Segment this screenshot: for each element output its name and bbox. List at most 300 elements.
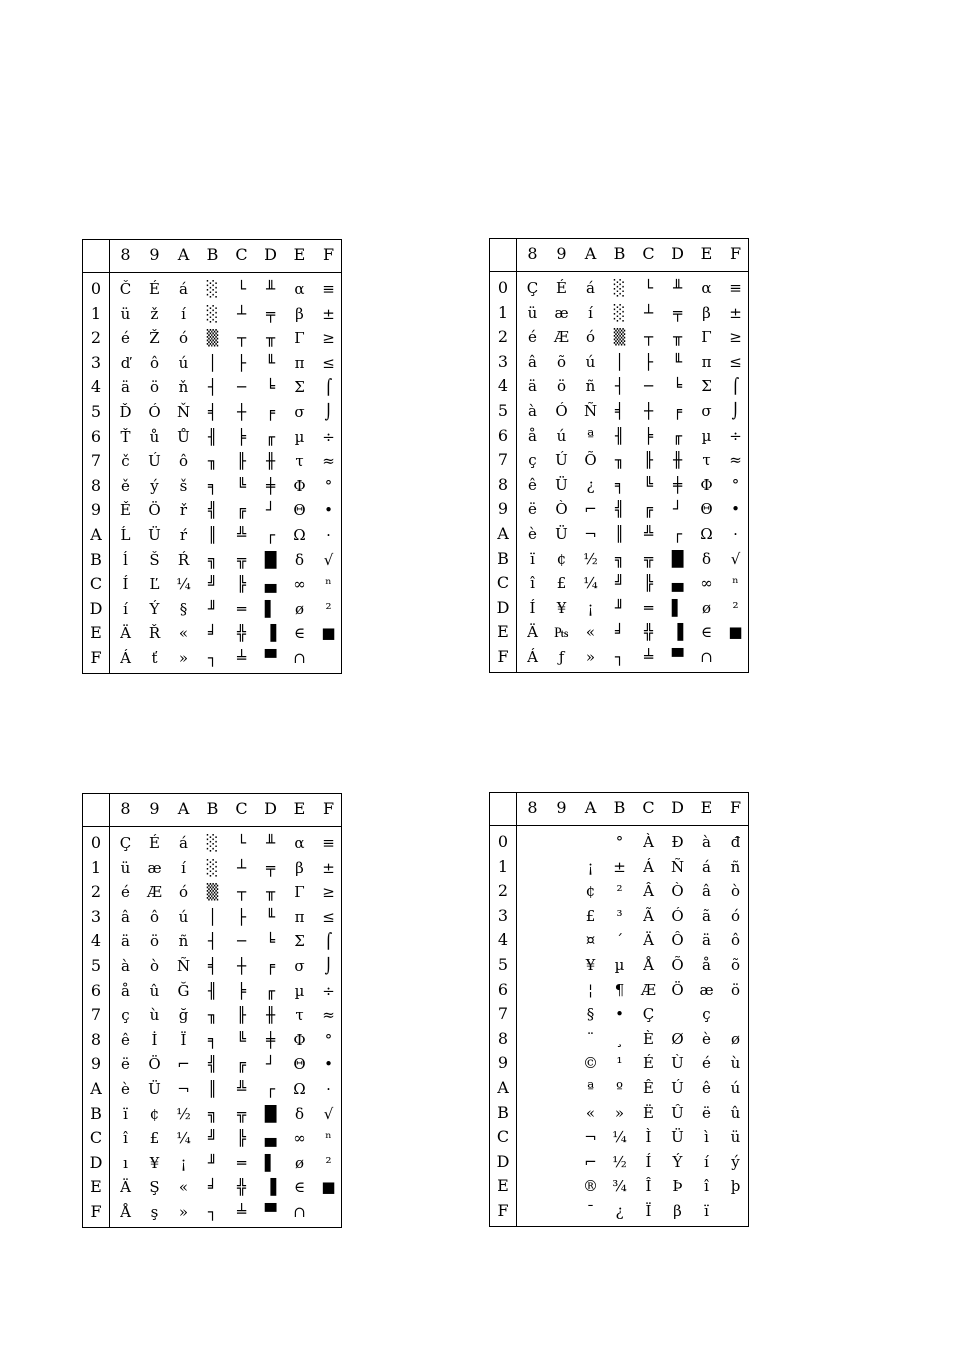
char-cell: Š: [149, 550, 160, 569]
char-cell: ╫: [265, 452, 276, 471]
char-cell: Ů: [177, 427, 190, 446]
char-cell: ╘: [265, 378, 276, 397]
char-cell: ▄: [264, 1129, 277, 1148]
char-cell: Ò: [555, 500, 568, 519]
char-cell: ╚: [236, 1030, 247, 1049]
char-cell: ≤: [322, 907, 335, 926]
char-cell: ╨: [265, 834, 276, 852]
char-cell: ╔: [236, 1055, 247, 1074]
char-cell: ó: [730, 906, 741, 925]
char-cell: ⌡: [731, 402, 740, 420]
row-label-divider: [109, 794, 110, 1227]
char-cell: ¬: [584, 1128, 597, 1147]
row-label: 0: [90, 279, 102, 298]
row-label: 7: [497, 450, 509, 470]
char-cell: ─: [236, 932, 247, 951]
char-cell: Ü: [555, 475, 568, 494]
char-cell: Ü: [671, 1128, 684, 1147]
char-cell: ╩: [236, 1080, 247, 1098]
char-cell: µ: [294, 427, 305, 446]
char-cell: Ď: [119, 403, 132, 421]
char-cell: δ: [294, 1104, 305, 1123]
char-cell: ╖: [207, 1006, 218, 1025]
char-cell: ╡: [207, 403, 218, 421]
char-cell: î: [704, 1177, 709, 1196]
char-cell: É: [643, 1054, 654, 1073]
char-cell: ╒: [265, 403, 276, 421]
char-cell: ø: [701, 598, 712, 617]
char-cell: ≥: [729, 328, 742, 347]
char-cell: α: [294, 834, 305, 852]
row-label: 1: [90, 303, 102, 323]
char-cell: ¥: [149, 1153, 160, 1172]
row-label: 7: [90, 451, 102, 471]
column-header: 8: [527, 798, 538, 817]
char-cell: ╡: [207, 957, 218, 975]
char-cell: ╟: [236, 1006, 247, 1025]
row-label: C: [496, 1127, 510, 1147]
char-cell: ë: [528, 500, 537, 519]
row-label: D: [496, 1151, 510, 1171]
char-cell: ¼: [612, 1128, 627, 1147]
char-cell: õ: [730, 956, 741, 974]
char-cell: ╣: [207, 1055, 218, 1074]
char-cell: ║: [207, 526, 218, 544]
char-cell: Ñ: [670, 857, 685, 876]
char-cell: Ě: [120, 501, 131, 520]
char-cell: Ľ: [149, 575, 160, 594]
row-label: 3: [497, 905, 509, 925]
char-cell: ö: [149, 932, 160, 951]
column-header: C: [642, 798, 655, 817]
char-cell: ª: [586, 1079, 595, 1097]
char-cell: ▐: [671, 623, 684, 642]
row-label: 2: [90, 882, 102, 902]
char-cell: ▀: [264, 1203, 277, 1221]
code-table-4: [489, 792, 749, 1227]
char-cell: ╥: [265, 329, 276, 348]
column-header: A: [177, 245, 190, 264]
char-cell: ¼: [583, 574, 598, 593]
char-cell: ╦: [236, 550, 247, 569]
char-cell: ╩: [236, 526, 247, 544]
row-label: C: [89, 1128, 103, 1148]
char-cell: Ĺ: [120, 526, 131, 544]
char-cell: σ: [294, 403, 305, 421]
char-cell: û: [730, 1103, 741, 1122]
char-cell: ò: [149, 957, 160, 975]
char-cell: â: [702, 882, 711, 901]
char-cell: ¿: [586, 475, 595, 494]
char-cell: ╙: [265, 353, 276, 372]
char-cell: δ: [294, 550, 305, 569]
char-cell: ⌡: [324, 957, 333, 975]
char-cell: ▌: [264, 599, 277, 618]
char-cell: ç: [702, 1005, 711, 1024]
char-cell: Ñ: [176, 957, 191, 975]
char-cell: ÷: [322, 981, 335, 1000]
char-cell: ø: [294, 599, 305, 618]
char-cell: ╤: [672, 303, 683, 322]
char-cell: ┌: [265, 1080, 276, 1098]
char-cell: ¬: [584, 525, 597, 543]
char-cell: ▒: [206, 883, 219, 902]
char-cell: ê: [702, 1079, 711, 1097]
char-cell: Σ: [294, 378, 305, 397]
row-label: 0: [90, 833, 102, 852]
char-cell: ö: [149, 378, 160, 397]
char-cell: └: [643, 279, 654, 297]
char-cell: σ: [701, 402, 712, 420]
char-cell: Ä: [120, 1178, 131, 1197]
char-cell: é: [702, 1054, 711, 1073]
char-cell: ¶: [614, 980, 625, 999]
char-cell: ë: [702, 1103, 711, 1122]
char-cell: ╡: [614, 402, 625, 420]
char-cell: ç: [121, 1006, 130, 1025]
char-cell: β: [673, 1202, 682, 1220]
char-cell: ╙: [672, 352, 683, 371]
char-cell: ╪: [265, 476, 276, 495]
char-cell: ±: [729, 303, 742, 322]
char-cell: Ý: [672, 1152, 683, 1171]
char-cell: á: [179, 280, 188, 298]
char-cell: ¥: [585, 956, 596, 974]
char-cell: ╘: [265, 932, 276, 951]
code-table-3: [82, 793, 342, 1228]
char-cell: è: [528, 525, 537, 543]
row-label: 7: [90, 1005, 102, 1025]
row-label-divider: [516, 793, 517, 1226]
char-cell: ²: [616, 882, 623, 901]
char-cell: ¸: [615, 1029, 624, 1048]
column-header: A: [177, 799, 190, 818]
char-cell: ╒: [265, 957, 276, 975]
row-label: 6: [90, 426, 102, 446]
column-header: D: [264, 799, 277, 818]
char-cell: ü: [120, 858, 131, 877]
row-label: B: [497, 1102, 509, 1122]
row-label: A: [497, 1078, 509, 1097]
char-cell: Ş: [149, 1178, 160, 1197]
char-cell: £: [556, 574, 567, 593]
char-cell: Æ: [640, 980, 656, 999]
column-header: B: [206, 245, 219, 264]
char-cell: Ï: [180, 1030, 187, 1049]
char-cell: «: [585, 1103, 596, 1122]
char-cell: ∞: [293, 1129, 306, 1148]
char-cell: ≈: [729, 451, 742, 470]
char-cell: ╩: [643, 525, 654, 543]
column-header: B: [613, 798, 626, 817]
char-cell: ≤: [322, 353, 335, 372]
char-cell: ┤: [207, 378, 218, 397]
char-cell: ë: [121, 1055, 130, 1074]
char-cell: ú: [178, 907, 189, 926]
char-cell: ╧: [236, 649, 247, 667]
char-cell: Á: [643, 857, 654, 876]
char-cell: α: [294, 280, 305, 298]
row-label: 3: [90, 906, 102, 926]
char-cell: À: [643, 833, 654, 851]
row-label: E: [497, 1176, 509, 1196]
char-cell: ã: [702, 906, 711, 925]
char-cell: ů: [149, 427, 160, 446]
char-cell: ▐: [264, 1178, 277, 1197]
char-cell: ─: [643, 377, 654, 396]
char-cell: ⌡: [324, 403, 333, 421]
char-cell: Ì: [645, 1128, 652, 1147]
char-cell: ý: [150, 476, 159, 495]
char-cell: «: [585, 623, 596, 642]
char-cell: ²: [732, 598, 739, 617]
char-cell: ╗: [207, 550, 218, 569]
char-cell: ┴: [236, 304, 247, 323]
char-cell: ┌: [265, 526, 276, 544]
char-cell: •: [731, 500, 740, 519]
char-cell: í: [123, 599, 128, 618]
char-cell: Φ: [700, 475, 713, 494]
column-header: 9: [149, 799, 160, 818]
char-cell: ú: [730, 1079, 741, 1097]
char-cell: Û: [671, 1103, 684, 1122]
char-cell: °: [324, 476, 333, 495]
column-header: 9: [149, 245, 160, 264]
column-header: A: [584, 798, 597, 817]
row-label: 4: [497, 930, 509, 950]
row-label: 9: [90, 1054, 102, 1074]
char-cell: Ç: [119, 834, 132, 852]
row-label: 4: [90, 377, 102, 397]
char-cell: ║: [614, 525, 625, 543]
code-table-1: [82, 239, 342, 674]
char-cell: °: [731, 475, 740, 494]
column-header: 8: [120, 799, 131, 818]
char-cell: └: [236, 834, 247, 852]
char-cell: ê: [528, 475, 537, 494]
row-label: F: [497, 1201, 509, 1220]
row-label: 5: [497, 401, 509, 420]
char-cell: ╜: [207, 1153, 218, 1172]
char-cell: Ň: [176, 403, 191, 421]
char-cell: ⌐: [584, 1152, 597, 1171]
row-label: 0: [497, 832, 509, 851]
char-cell: ═: [236, 1153, 247, 1172]
row-label: A: [90, 525, 102, 544]
char-cell: ∈: [700, 623, 713, 642]
char-cell: ║: [207, 1080, 218, 1098]
char-cell: ╫: [672, 451, 683, 470]
char-cell: ┼: [236, 957, 247, 975]
char-cell: Ž: [149, 329, 160, 348]
column-header: 9: [556, 798, 567, 817]
char-cell: Õ: [671, 956, 684, 974]
char-cell: í: [704, 1152, 709, 1171]
row-label: 5: [90, 402, 102, 421]
char-cell: ö: [730, 980, 741, 999]
char-cell: ┐: [614, 648, 625, 666]
row-label: B: [90, 1103, 102, 1123]
char-cell: »: [178, 649, 189, 667]
char-cell: Í: [122, 575, 129, 594]
row-label-divider: [516, 239, 517, 672]
row-label: 6: [497, 979, 509, 999]
char-cell: ŕ: [179, 526, 188, 544]
char-cell: é: [121, 883, 130, 902]
char-cell: ░: [206, 858, 219, 877]
char-cell: ▐: [264, 624, 277, 643]
char-cell: √: [323, 1104, 334, 1123]
char-cell: ╫: [265, 1006, 276, 1025]
char-cell: █: [264, 1104, 277, 1123]
char-cell: ∩: [700, 648, 713, 666]
char-cell: »: [178, 1203, 189, 1221]
char-cell: á: [702, 857, 711, 876]
column-header: D: [264, 245, 277, 264]
char-cell: ¡: [180, 1153, 187, 1172]
char-cell: ┬: [236, 883, 247, 902]
char-cell: è: [121, 1080, 130, 1098]
char-cell: ╛: [207, 624, 218, 643]
char-cell: ½: [583, 549, 598, 568]
char-cell: β: [295, 304, 304, 323]
char-cell: à: [121, 957, 130, 975]
char-cell: π: [701, 352, 712, 371]
char-cell: ¤: [585, 931, 596, 950]
char-cell: ╠: [236, 1129, 247, 1148]
char-cell: ╝: [207, 575, 218, 594]
char-cell: Γ: [294, 329, 305, 348]
char-cell: µ: [614, 956, 625, 974]
char-cell: ┐: [207, 649, 218, 667]
char-cell: «: [178, 1178, 189, 1197]
char-cell: Ä: [527, 623, 538, 642]
char-cell: ⌠: [324, 932, 333, 951]
char-cell: ≡: [729, 279, 742, 297]
char-cell: §: [586, 1005, 595, 1024]
char-cell: Ŕ: [177, 550, 190, 569]
char-cell: Θ: [293, 501, 306, 520]
char-cell: ò: [730, 882, 741, 901]
char-cell: ¡: [587, 598, 594, 617]
column-header: B: [613, 244, 626, 263]
row-label: C: [496, 573, 510, 593]
char-cell: ▄: [264, 575, 277, 594]
char-cell: ₧: [554, 623, 569, 642]
char-cell: »: [585, 648, 596, 666]
char-cell: đ: [730, 833, 741, 851]
char-cell: Ø: [671, 1029, 684, 1048]
char-cell: ĺ: [123, 550, 128, 569]
char-cell: ┴: [236, 858, 247, 877]
char-cell: ░: [206, 834, 219, 852]
char-cell: É: [556, 279, 567, 297]
char-cell: Ï: [645, 1202, 652, 1220]
char-cell: ╪: [672, 475, 683, 494]
char-cell: π: [294, 353, 305, 372]
char-cell: ┬: [236, 329, 247, 348]
row-label: 1: [90, 857, 102, 877]
char-cell: Ú: [671, 1079, 684, 1097]
char-cell: ╧: [643, 648, 654, 666]
char-cell: ┤: [614, 377, 625, 396]
char-cell: ╚: [236, 476, 247, 495]
char-cell: ²: [325, 1153, 332, 1172]
char-cell: ╟: [643, 451, 654, 470]
char-cell: Ω: [293, 1080, 306, 1098]
char-cell: ¨: [586, 1029, 595, 1048]
char-cell: ▀: [671, 648, 684, 666]
char-cell: õ: [556, 352, 567, 371]
char-cell: ╢: [207, 981, 218, 1000]
char-cell: α: [701, 279, 712, 297]
row-label: D: [496, 597, 510, 617]
row-label: 0: [497, 278, 509, 297]
char-cell: »: [614, 1103, 625, 1122]
char-cell: á: [586, 279, 595, 297]
char-cell: Õ: [584, 451, 597, 470]
char-cell: Ñ: [583, 402, 598, 420]
row-label: E: [90, 1177, 102, 1197]
char-cell: ╕: [614, 475, 625, 494]
char-cell: º: [615, 1079, 624, 1097]
char-cell: ¼: [176, 1129, 191, 1148]
char-cell: •: [324, 501, 333, 520]
char-cell: Θ: [293, 1055, 306, 1074]
char-cell: í: [181, 858, 186, 877]
column-header: C: [642, 244, 655, 263]
column-header: F: [729, 798, 742, 817]
char-cell: ╘: [672, 377, 683, 396]
char-cell: Í: [645, 1152, 652, 1171]
row-label: D: [89, 1152, 103, 1172]
row-label: A: [90, 1079, 102, 1098]
char-cell: Ú: [148, 452, 161, 471]
char-cell: ∞: [293, 575, 306, 594]
char-cell: │: [207, 353, 218, 372]
char-cell: µ: [701, 426, 712, 445]
char-cell: ř: [179, 501, 188, 520]
char-cell: Ü: [555, 525, 568, 543]
row-label: 1: [497, 302, 509, 322]
char-cell: ô: [730, 931, 741, 950]
char-cell: ╤: [265, 304, 276, 323]
char-cell: ¯: [586, 1202, 595, 1220]
column-header: E: [293, 245, 306, 264]
char-cell: þ: [730, 1177, 741, 1196]
char-cell: ╠: [643, 574, 654, 593]
char-cell: τ: [702, 451, 711, 470]
char-cell: ╤: [265, 858, 276, 877]
column-header: E: [293, 799, 306, 818]
char-cell: Ó: [555, 402, 568, 420]
row-label: C: [89, 574, 103, 594]
column-header: F: [322, 799, 335, 818]
char-cell: ╢: [614, 426, 625, 445]
char-cell: ¡: [587, 857, 594, 876]
column-header: F: [322, 245, 335, 264]
char-cell: Â: [643, 882, 654, 901]
char-cell: ╦: [643, 549, 654, 568]
char-cell: ░: [613, 279, 626, 297]
column-header: A: [584, 244, 597, 263]
char-cell: à: [528, 402, 537, 420]
row-label: 8: [497, 1028, 509, 1048]
char-cell: £: [149, 1129, 160, 1148]
char-cell: é: [121, 329, 130, 348]
char-cell: ╛: [207, 1178, 218, 1197]
row-label: 9: [497, 1053, 509, 1073]
